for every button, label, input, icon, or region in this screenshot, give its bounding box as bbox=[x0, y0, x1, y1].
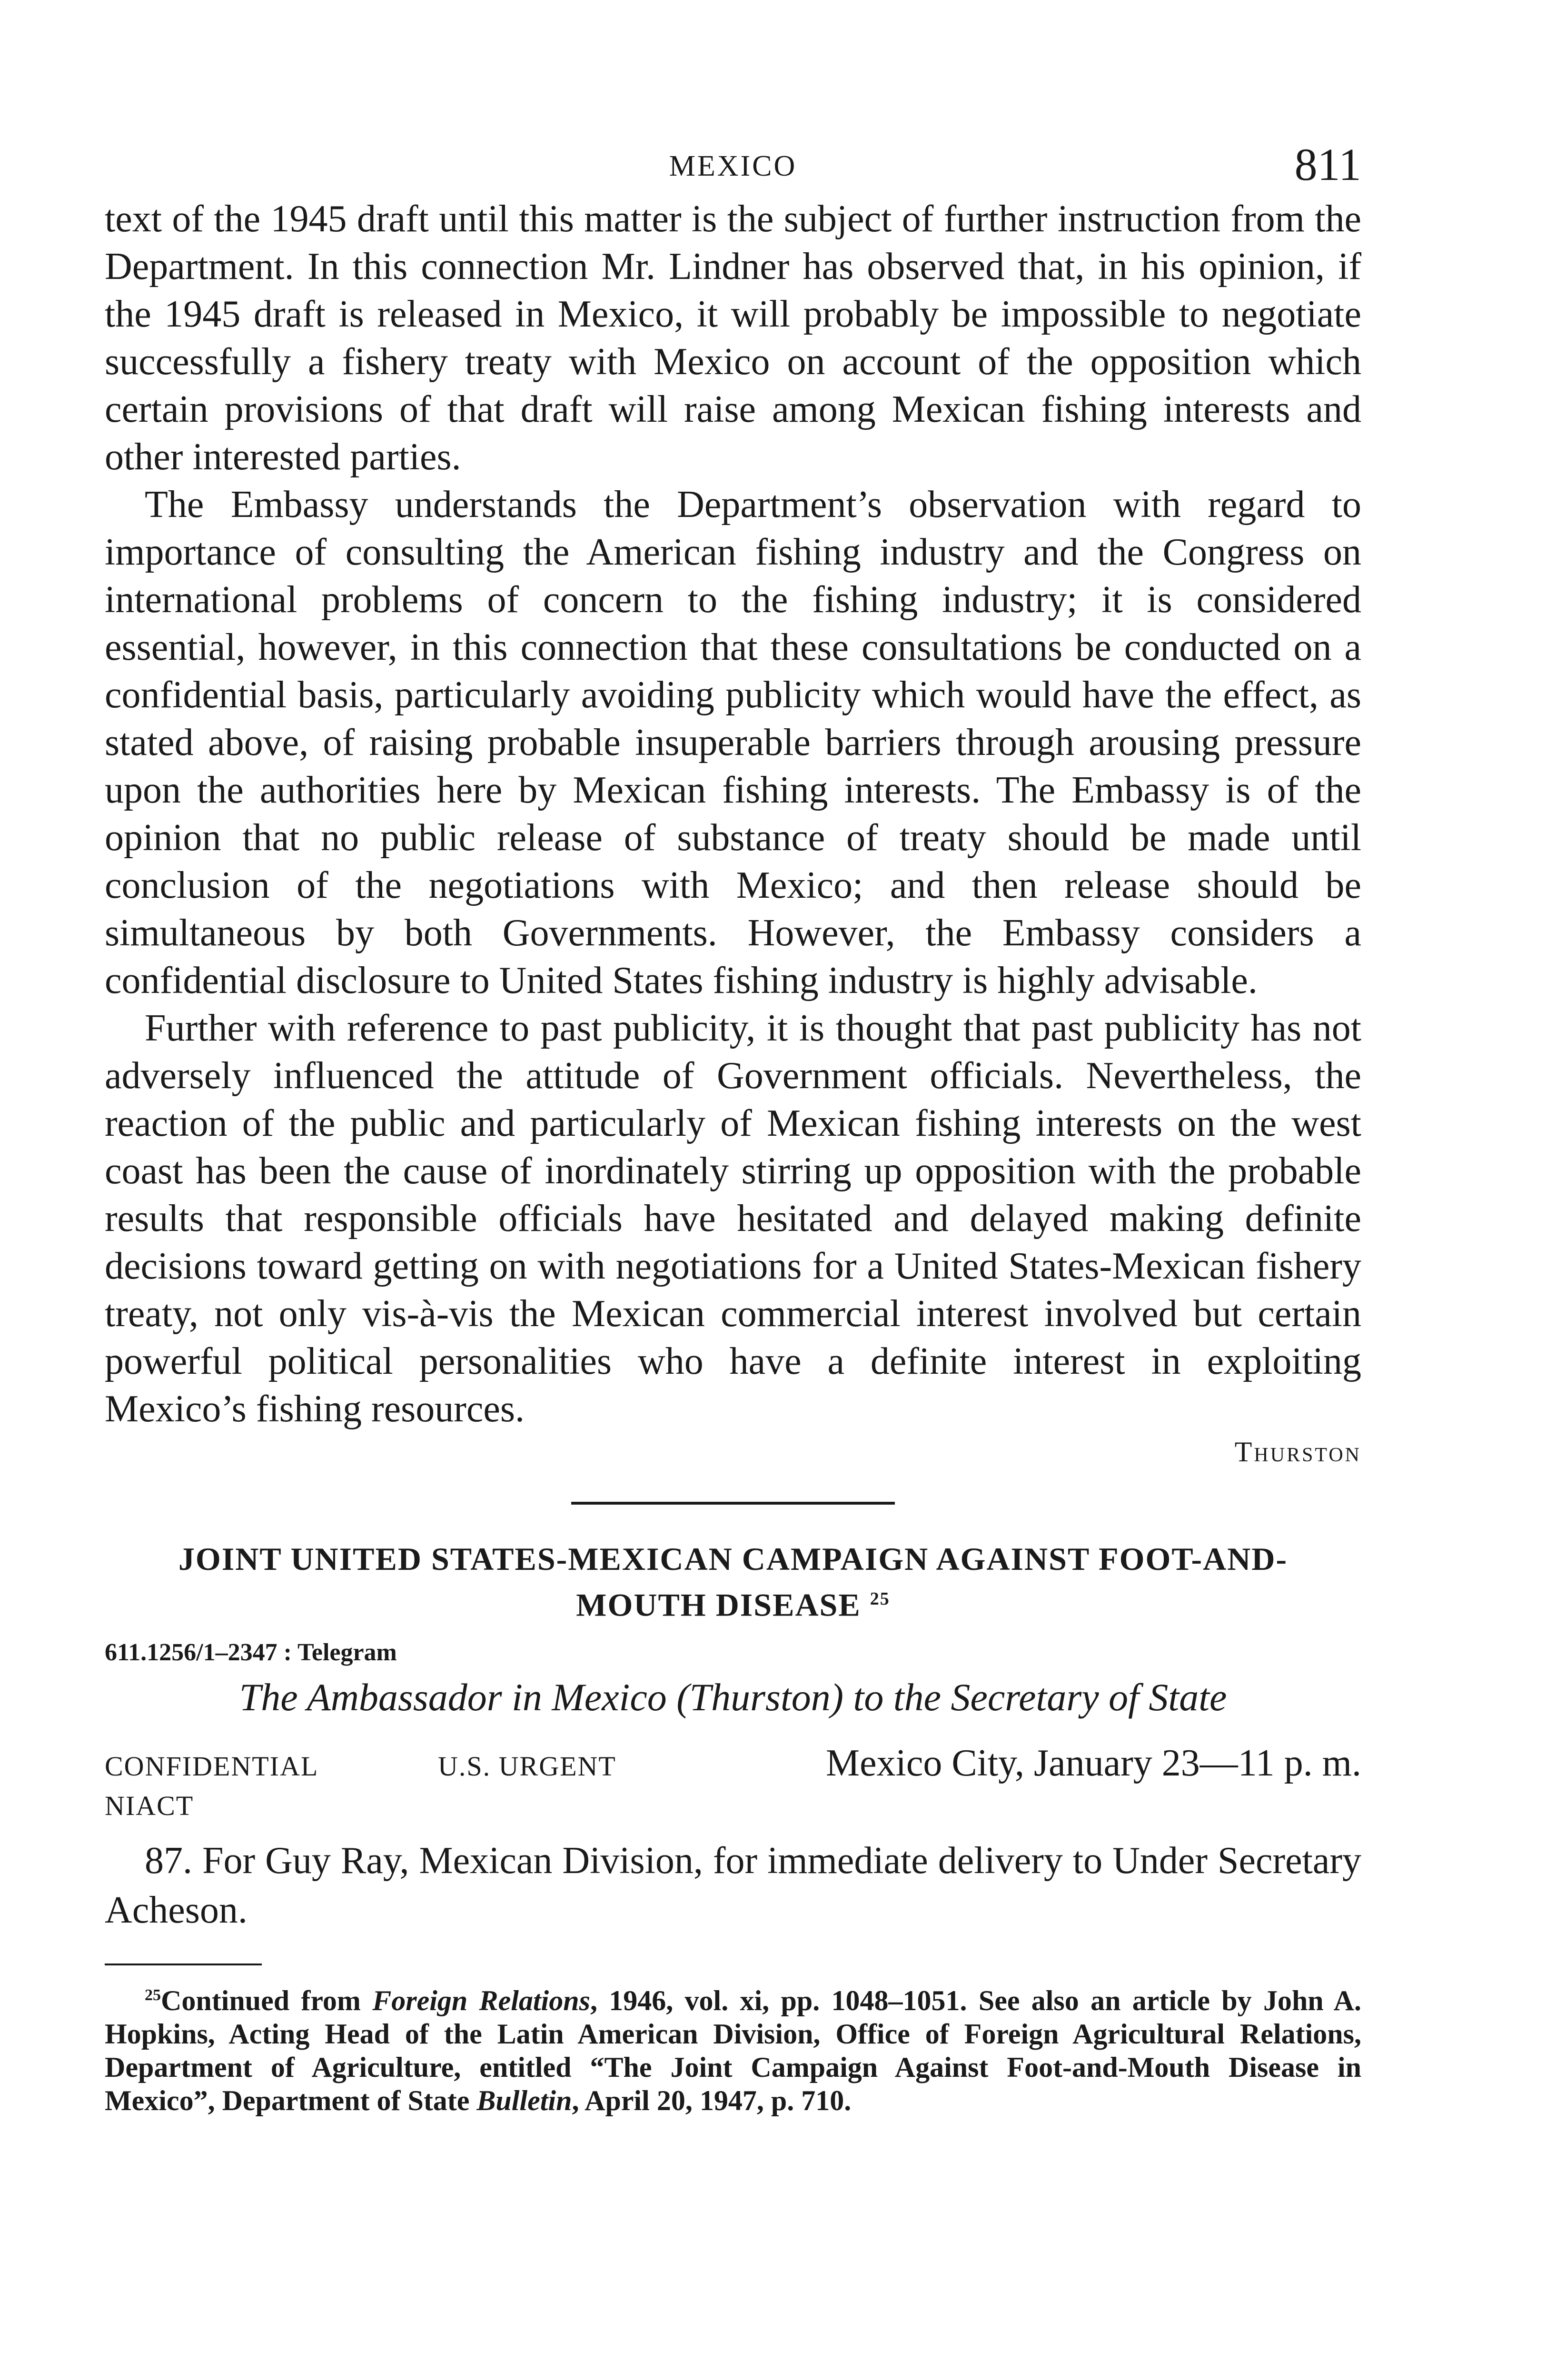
section-heading-line2 bbox=[105, 1579, 1361, 1625]
place-date: Mexico City, January 23—11 p. m. bbox=[825, 1742, 1361, 1784]
section-divider bbox=[571, 1502, 895, 1505]
classification: CONFIDENTIAL bbox=[105, 1750, 319, 1782]
telegram-text: 87. For Guy Ray, Mexican Division, for immediate delivery to Under Secretary Acheson. bbox=[105, 1839, 1361, 1931]
dateline bbox=[105, 1742, 1361, 1785]
body-text bbox=[105, 195, 1361, 1433]
section-heading-line1: JOINT UNITED STATES-MEXICAN CAMPAIGN AGAINST FOOT-AND- bbox=[178, 1541, 1288, 1577]
footnote-marker: 25 bbox=[145, 1986, 161, 2004]
footnote-text-middle: , 1946, vol. xi, pp. 1048–1051. See also an article by John A. Hopkins, Acting Head of the Latin American Division, Office of Foreign Agricultural Relations, Department of Agriculture, entitled “The Joint Campaign Against Foot-and-Mouth Disease in Mexico”, Department of State bbox=[105, 1984, 1361, 2116]
document-page bbox=[105, 138, 1361, 2117]
page-number: 811 bbox=[1294, 139, 1361, 190]
footnote-text-before: Continued from bbox=[161, 1984, 373, 2016]
footnote-reference: 25 bbox=[870, 1589, 890, 1609]
running-head bbox=[105, 138, 1361, 195]
footnote-italic-bulletin: Bulletin bbox=[476, 2084, 572, 2116]
footnote bbox=[105, 1979, 1361, 2117]
paragraph-embassy-understands: The Embassy understands the Department’s observation with regard to importance of consulting the American fishing industry and the Congress on international problems of concern to the fishing industry; it is considered essential, however, in this connection that these consultations be conducted on a confidential basis, particularly avoiding publicity which would have the effect, as stated above, of raising probable insuperable barriers through arousing pressure upon the authorities here by Mexican fishing interests. The Embassy is of the opinion that no public release of substance of treaty should be made until conclusion of the negotiations with Mexico; and then release should be simultaneous by both Governments. However, the Embassy considers a confidential disclosure to United States fishing industry is highly advisable. bbox=[105, 484, 1361, 1002]
signature: Thurston bbox=[1234, 1436, 1361, 1468]
footnote-italic-title: Foreign Relations bbox=[372, 1984, 590, 2016]
footnote-text-after: , April 20, 1947, p. 710. bbox=[572, 2084, 852, 2116]
niact-label: NIACT bbox=[105, 1790, 194, 1821]
footnote-divider bbox=[105, 1964, 262, 1965]
running-head-title: MEXICO bbox=[669, 150, 797, 182]
paragraph-continuation: text of the 1945 draft until this matter is the subject of further instruction from the Department. In this connection Mr. Lindner has observed that, in his opinion, if the 1945 draft is released in Mexico, it will probably be impossible to negotiate successfully a fishery treaty with Mexico on account of the opposition which certain provisions of that draft will raise among Mexican fishing interests and other interested parties. bbox=[105, 198, 1361, 478]
paragraph-past-publicity: Further with reference to past publicity, it is thought that past publicity has not adversely influenced the attitude of Government officials. Nevertheless, the reaction of the public and particularly of Mexican fishing interests on the west coast has been the cause of inordinately stirring up opposition with the probable results that responsible officials have hesitated and delayed making definite decisions toward getting on with negotiations for a United States-Mexican fishery treaty, not only vis-à-vis the Mexican commercial interest involved but certain powerful political personalities who have a definite interest in exploiting Mexico’s fishing resources. bbox=[105, 1007, 1361, 1430]
section-heading bbox=[105, 1539, 1361, 1625]
file-reference: 611.1256/1–2347 : Telegram bbox=[105, 1638, 397, 1666]
document-title: The Ambassador in Mexico (Thurston) to the Secretary of State bbox=[239, 1675, 1227, 1719]
priority: U.S. URGENT bbox=[438, 1750, 616, 1782]
section-heading-text: MOUTH DISEASE bbox=[576, 1587, 861, 1623]
